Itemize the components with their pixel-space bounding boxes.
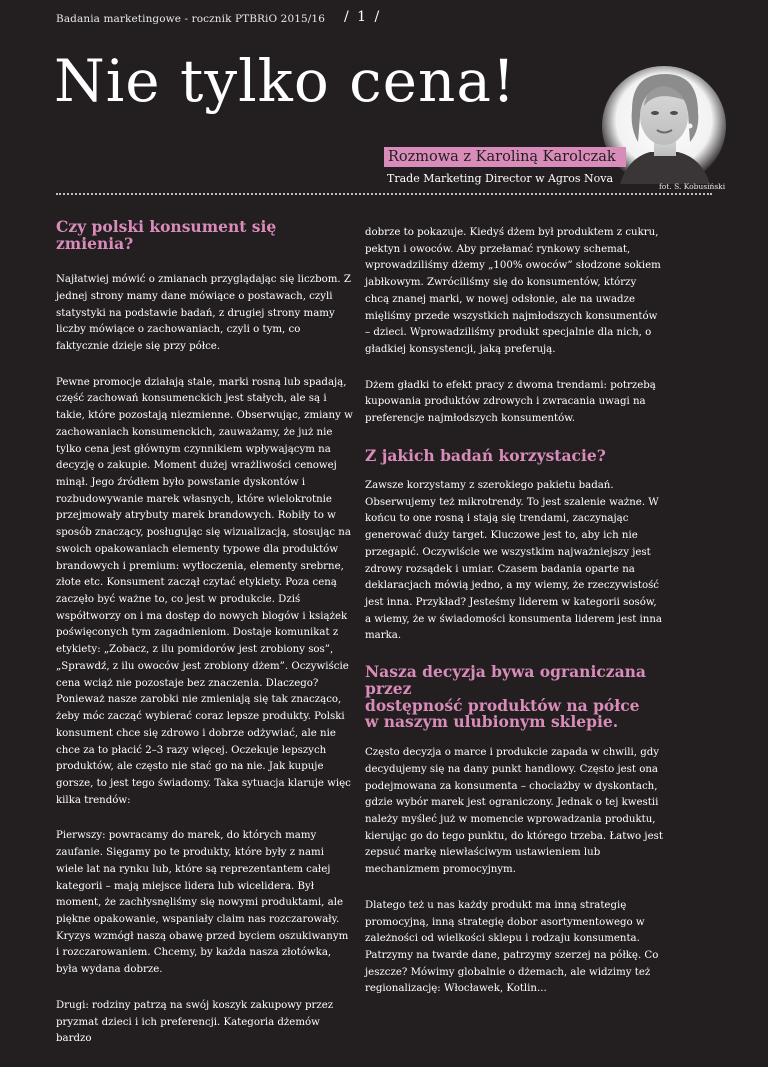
heading-line: w naszym ulubionym sklepie. (365, 712, 619, 732)
heading-line: dostępność produktów na półce (365, 695, 640, 715)
paragraph: Dlatego też u nas każdy produkt ma inną strategię promocyjną, inną strategię dobor asortymentowego w zależności od wielkości sklepu i rodzaju konsumenta. Patrzymy na twarde dane, patrzymy szerzej na półkę. Co jeszcze? Mówimy globalnie o dżemach, ale widzimy też regionalizację: Włocławek, Kotlin... (365, 899, 659, 995)
interviewee-role: Trade Marketing Director w Agros Nova (387, 172, 614, 185)
left-column (56, 218, 353, 1067)
photo-credit: fot. S. Kobusiński (659, 182, 726, 191)
interview-subtitle: Rozmowa z Karoliną Karolczak (384, 147, 626, 167)
article-title: Nie tylko cena! (54, 47, 517, 115)
paragraph: dobrze to pokazuje. Kiedyś dżem był produktem z cukru, pektyn i owoców. Aby przełamać rynkowy schemat, wprowadziliśmy dżemy „100% owoców” słodzone sokiem jabłkowym. Zwróciliśmy się do konsumentów, którzy chcą znanej marki, w nowej odsłonie, ale na uwadze mięliśmy przede wszystkich najmłodszych konsumentów – dzieci. Wprowadziliśmy produkt specjalnie dla nich, o gładkiej konsystencji, jaką preferują. (365, 227, 661, 356)
section-heading-research: Z jakich badań korzystacie? (365, 445, 606, 465)
paragraph: Zawsze korzystamy z szerokiego pakietu badań. Obserwujemy też mikrotrendy. To jest szalenie ważne. W końcu to one rosną i stają się trendami, zaczynając generować duży target. Kluczowe jest to, aby ich nie przegapić. Oczywiście we wszystkim najważniejszy jest zdrowy rozsądek i umiar. Czasem badania oparte na deklaracjach mówią jedno, a my wiemy, że rzeczywistość jest inna. Przykład? Jesteśmy liderem w kategorii sosów, a wiemy, że w świadomości konsumenta liderem jest inna marka. (365, 479, 662, 642)
page-number: / 1 / (344, 9, 382, 25)
paragraph: Często decyzja o marce i produkcie zapada w chwili, gdy decydujemy się na dany punkt handlowy. Często jest ona podejmowana za konsumenta – chociażby w dyskontach, gdzie wybór marek jest ograniczony. Jednak o tej kwestii należy myśleć już w momencie wprowadzania produktu, kierując go do tego punktu, do którego trzeba. Łatwo jest zepsuć markę niewłaściwym ustawieniem lub mechanizmem promocyjnym. (365, 747, 663, 876)
publication-header: Badania marketingowe - rocznik PTBRiO 2015/16 (56, 13, 325, 25)
paragraph: Dżem gładki to efekt pracy z dwoma trendami: potrzebą kupowania produktów zdrowych i zwracania uwagi na preferencje najmłodszych konsumentów. (365, 379, 656, 425)
paragraph: Najłatwiej mówić o zmianach przyglądając się liczbom. Z jednej strony mamy dane mówiące o postawach, czyli statystyki na podstawie badań, z drugiej strony mamy liczby mówiące o zachowaniach, czyli o tym, co faktycznie dzieje się przy półce. (56, 274, 351, 352)
paragraph: Pierwszy: powracamy do marek, do których mamy zaufanie. Sięgamy po te produkty, które były z nami wiele lat na rynku lub, które są reprezentantem całej kategorii – mają miejsce lidera lub wicelidera. Był moment, że zachłysnęliśmy się nowymi produktami, ale piękne opakowanie, wspaniały claim nas rozczarowały. Kryzys wzmógł naszą obawę przed byciem oszukiwanym i rozczarowaniem. Chcemy, by każda nasza złotówka, była wydana dobrze. (56, 830, 349, 976)
section-heading-consumer-change: Czy polski konsument się zmienia? (56, 217, 277, 254)
section-heading-availability (365, 664, 663, 731)
dotted-divider (56, 193, 712, 195)
paragraph: Pewne promocje działają stale, marki rosną lub spadają, część zachowań konsumenckich jest stałych, ale są i takie, które pozostają niezmienne. Obserwując, zmiany w zachowaniach konsumenckich, zauważamy, że już nie tylko cena jest głównym czynnikiem wpływającym na decyzję o zakupie. Moment dużej wrażliwości cenowej minął. Jego źródłem było powstanie dyskontów i rozbudowywanie marek własnych, które wielokrotnie przejmowały atrybuty marek brandowych. Robiły to w sposób znaczący, posługując się wizualizacją, stosując na swoich opakowaniach elementy typowe dla produktów brandowych i premium: wytłoczenia, elementy srebrne, złote etc. Konsument zaczął czytać etykiety. Poza ceną zaczęło być ważne to, co jest w produkcie. Dziś współtworzy on i ma dostęp do nowych blogów i książek poświęconych tym zagadnieniom. Dostaje komunikat z etykiety: „Zobacz, z ilu pomidorów jest zrobiony sos”, „Sprawdź, z ilu owoców jest zrobiony dżem”. Oczywiście cena wciąż nie pozostaje bez znaczenia. Dlaczego? Ponieważ nasze zarobki nie zmieniają się tak znacząco, żeby móc zacząć wybierać coraz lepsze produkty. Polski konsument chce się zdrowo i dobrze odżywiać, ale nie chce za to płacić 2–3 razy więcej. Oczekuje lepszych produktów, ale często nie stać go na nie. Jak kupuje gorsze, to jest tego świadomy. Taka sytuacja klaruje więc kilka trendów: (56, 376, 353, 806)
right-column (365, 225, 663, 1017)
paragraph: Drugi: rodziny patrzą na swój koszyk zakupowy przez pryzmat dzieci i ich preferencji. Kategoria dżemów bardzo (56, 999, 334, 1045)
heading-line: Nasza decyzja bywa ograniczana przez (365, 662, 646, 698)
